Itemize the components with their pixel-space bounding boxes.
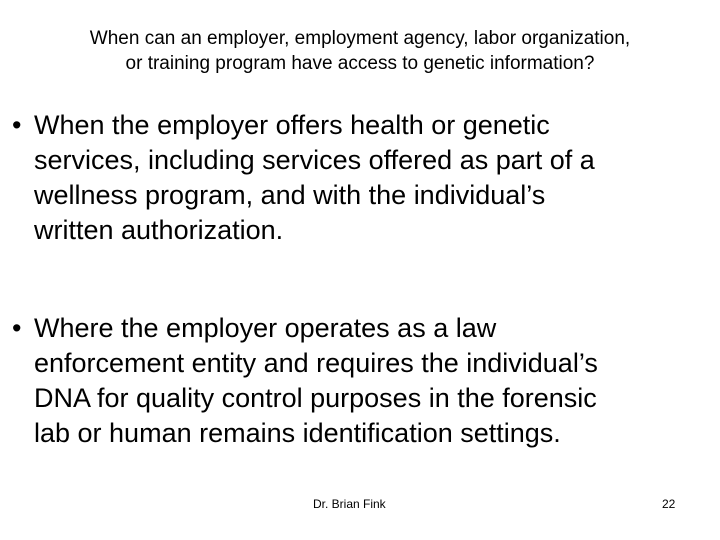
page-number: 22 — [662, 497, 676, 511]
bullet-line: enforcement entity and requires the individual’s — [34, 348, 598, 378]
bullet-item — [12, 108, 712, 248]
bullet-marker: • — [12, 110, 22, 140]
footer-author: Dr. Brian Fink — [313, 497, 386, 511]
bullet-text — [34, 311, 712, 451]
bullet-line: services, including services offered as part of a — [34, 145, 595, 175]
bullet-line: wellness program, and with the individual’s — [34, 180, 546, 210]
bullet-line: DNA for quality control purposes in the forensic — [34, 383, 597, 413]
bullet-line: When the employer offers health or genetic — [34, 110, 550, 140]
bullet-line: written authorization. — [34, 215, 284, 245]
bullet-line: Where the employer operates as a law — [34, 313, 497, 343]
bullet-marker: • — [12, 313, 22, 343]
bullet-text — [34, 108, 712, 248]
slide-title-line: or training program have access to genetic information? — [125, 53, 595, 74]
bullet-line: lab or human remains identification settings. — [34, 418, 561, 448]
slide-title-line: When can an employer, employment agency, labor organization, — [89, 28, 631, 49]
slide-title — [10, 26, 710, 76]
bullet-item — [12, 311, 712, 451]
